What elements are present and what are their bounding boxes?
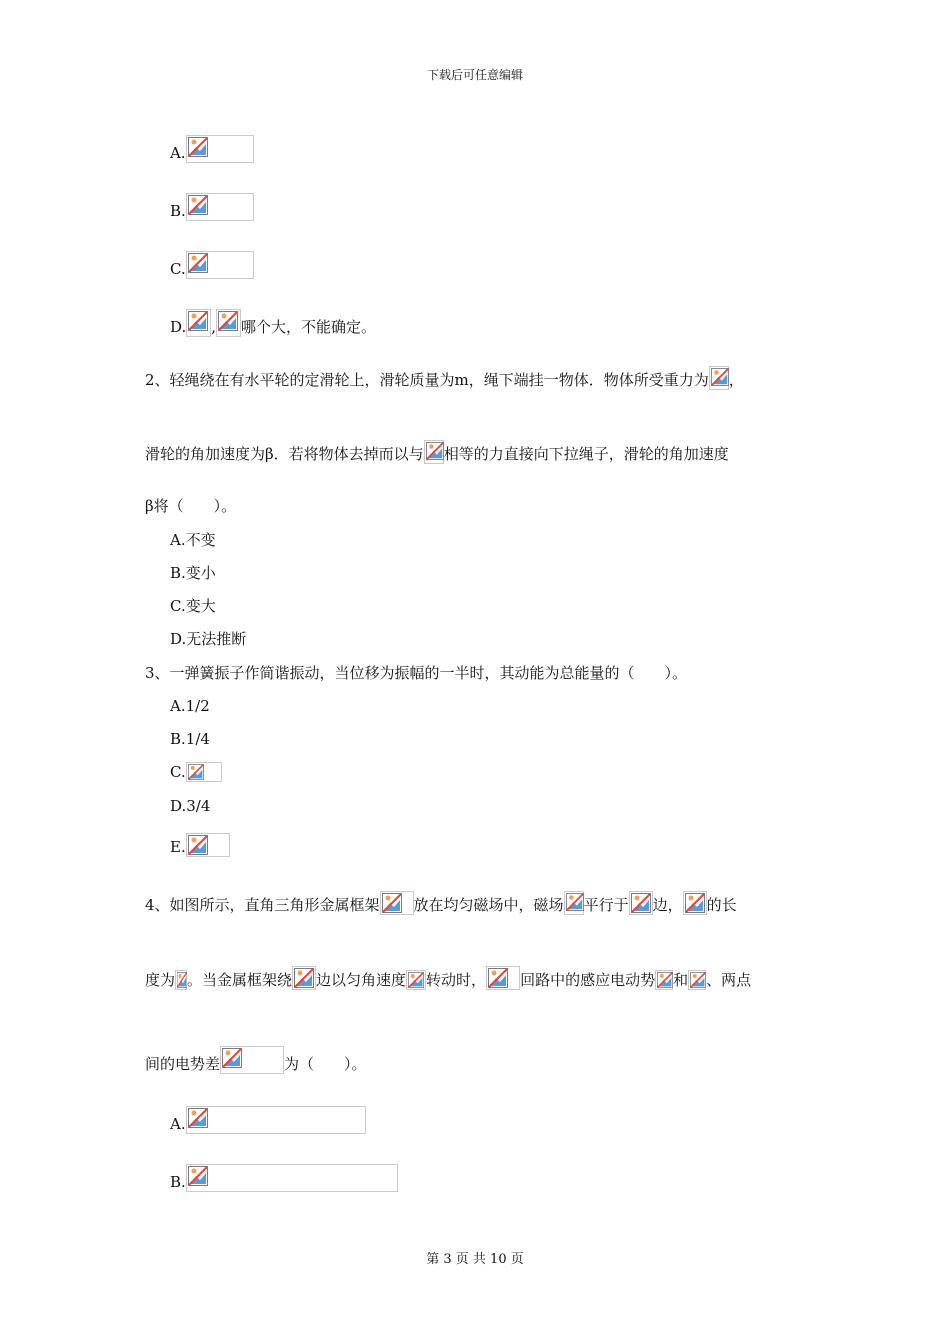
formula-image-icon [186, 762, 222, 782]
q4-stem-line3 [145, 1046, 367, 1074]
q2-option-c[interactable]: C.变大 [170, 597, 216, 615]
formula-image-icon [709, 366, 729, 390]
q4-text: 边以匀角速度 [316, 971, 407, 989]
q2-text: ， [728, 371, 744, 389]
q4-text: 度为 [145, 971, 176, 989]
formula-image-icon [629, 891, 653, 915]
q4-text: 转动时， [426, 971, 487, 989]
q4-text: 、两点 [706, 971, 752, 989]
formula-image-icon [424, 440, 444, 464]
q4-option-b[interactable] [170, 1164, 398, 1192]
q1-option-c[interactable] [170, 251, 254, 279]
formula-image-icon [564, 891, 584, 915]
q3-option-b[interactable]: B.1/4 [170, 730, 210, 748]
q2-stem-line3: β将（ ）。 [145, 497, 237, 515]
q4-text: 为（ ）。 [284, 1055, 367, 1073]
q3-stem: 3、一弹簧振子作简谐振动，当位移为振幅的一半时，其动能为总能量的（ ）。 [145, 664, 688, 682]
page-header: 下载后可任意编辑 [426, 68, 523, 82]
formula-image-icon [216, 309, 241, 337]
q4-text: 和 [673, 971, 689, 989]
option-label: E. [170, 838, 186, 856]
option-label: C. [170, 763, 186, 781]
q4-option-a[interactable] [170, 1106, 366, 1134]
formula-image-icon [186, 135, 254, 163]
q2-text: 2、轻绳绕在有水平轮的定滑轮上，滑轮质量为m，绳下端挂一物体．物体所受重力为 [145, 371, 709, 389]
q2-text: 相等的力直接向下拉绳子，滑轮的角加速度 [443, 445, 729, 463]
q4-text: 平行于 [583, 896, 629, 914]
q4-stem-line1 [145, 891, 737, 915]
option-text: 哪个大，不能确定。 [241, 318, 377, 336]
q2-text: 滑轮的角加速度为β．若将物体去掉而以与 [145, 445, 424, 463]
formula-image-icon [186, 1106, 366, 1134]
formula-image-icon [220, 1046, 284, 1074]
q4-text: 4、如图所示，直角三角形金属框架 [145, 896, 380, 914]
formula-image-icon [683, 891, 707, 915]
q4-text: 的长 [706, 896, 737, 914]
q3-option-a[interactable]: A.1/2 [170, 697, 210, 715]
formula-image-icon [186, 309, 211, 337]
option-label: B. [170, 202, 186, 220]
formula-image-icon [175, 970, 187, 990]
q2-option-a[interactable]: A.不变 [170, 531, 216, 549]
q2-option-d[interactable]: D.无法推断 [170, 630, 247, 648]
formula-image-icon [406, 970, 426, 990]
formula-image-icon [486, 966, 520, 990]
option-label: D. [170, 318, 187, 336]
q3-option-d[interactable]: D.3/4 [170, 797, 211, 815]
separator: , [211, 318, 217, 336]
formula-image-icon [186, 251, 254, 279]
q2-stem-line2 [145, 440, 729, 464]
q2-stem-line1 [145, 366, 744, 390]
formula-image-icon [655, 970, 673, 990]
q1-option-d[interactable] [170, 309, 376, 337]
q4-text: 。当金属框架绕 [187, 971, 293, 989]
q4-text: 回路中的感应电动势 [520, 971, 656, 989]
q4-text: 放在均匀磁场中，磁场 [413, 896, 564, 914]
formula-image-icon [186, 193, 254, 221]
option-label: C. [170, 260, 186, 278]
q2-option-b[interactable]: B.变小 [170, 564, 216, 582]
option-label: B. [170, 1173, 186, 1191]
q4-text: 边， [652, 896, 683, 914]
q1-option-a[interactable] [170, 135, 254, 163]
q3-option-c[interactable] [170, 762, 222, 782]
q1-option-b[interactable] [170, 193, 254, 221]
q4-stem-line2 [145, 966, 751, 990]
option-label: A. [170, 144, 186, 162]
formula-image-icon [186, 833, 230, 857]
q4-text: 间的电势差 [145, 1055, 221, 1073]
formula-image-icon [380, 891, 414, 915]
formula-image-icon [186, 1164, 398, 1192]
formula-image-icon [292, 966, 316, 990]
formula-image-icon [688, 970, 706, 990]
option-label: A. [170, 1115, 186, 1133]
page-footer: 第 3 页 共 10 页 [426, 1252, 524, 1267]
q3-option-e[interactable] [170, 833, 230, 857]
